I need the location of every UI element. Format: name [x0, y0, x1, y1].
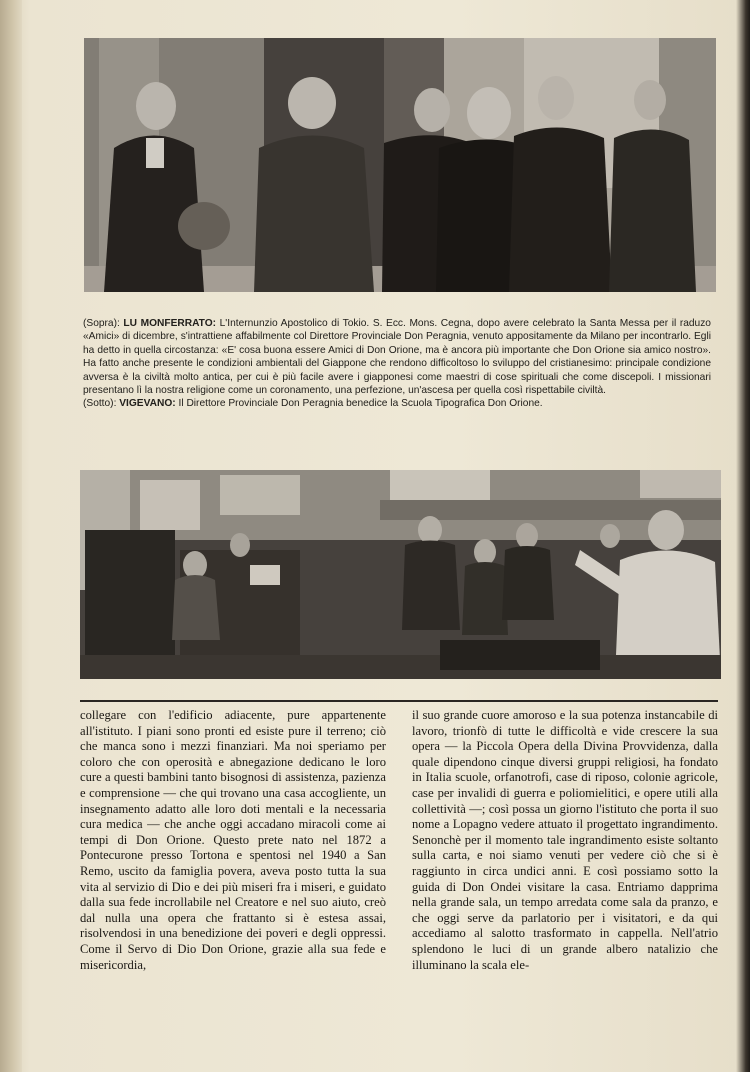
caption-top-text: L'Internunzio Apostolico di Tokio. S. Ecc. Mons. Cegna, dopo avere celebrato la Santa Messa per il raduzo «Amici» di dicembre, s'intrattiene affabilmente col Direttore Provinciale Don Peragnia, venuto appositamente da Milano per incontrarlo. Egli ha detto in quella circostanza: «E' cosa buona essere Amici di Don Orione, ma è ancora più importante che Don Orione sia amico nostro». Ha fatto anche presente le condizioni ambientali del Giappone che rendono difficoltoso lo sviluppo del cristianesimo: principale condizione avversa è la civiltà molto antica, per cui è più facile avere i giapponesi come maestri di cose spirituali che come discepoli. I missionari presentano lì la nostra religione come un coronamento, una perfezione, un'ascesa per quella così rispettabile civiltà.: [83, 318, 711, 397]
caption-bottom-text: Il Direttore Provinciale Don Peragnia benedice la Scuola Tipografica Don Orione.: [178, 398, 543, 410]
caption-top-label: (Sopra):: [83, 318, 120, 329]
photo-caption: [83, 317, 711, 411]
article-column-right: il suo grande cuore amoroso e la sua potenza instancabile di lavoro, trionfò di tutte le difficoltà e vide crescere la sua opera — la Piccola Opera della Divina Provvidenza, dalla quale dipendono cinque diversi gruppi religiosi, ha fondato in Italia scuole, orfanotrofi, case di riposo, colonie agricole, case per invalidi di guerra e poliomielitici, e opere utili alla collettività —; così possa un giorno l'istituto che porta il suo nome a Lopagno vedere attuato il progettato ingrandimento. Senonchè per il momento tale ingrandimento esiste soltanto sulla carta, e noi siamo venuti per vedere ciò che si è raggiunto in circa undici anni. E così possiamo sotto la guida di Don Ondei visitare la casa. Entriamo dapprima nella grande sala, un tempo arredata come sala da pranzo, e che oggi serve da parlatorio per i visitatori, e da qui accediamo al salotto trasformato in cappella. Nell'atrio splendono le luci di un grande albero natalizio che illuminano la scala ele-: [412, 708, 718, 972]
caption-bottom-label: (Sotto):: [83, 398, 117, 410]
article-column-left: collegare con l'edificio adiacente, pure appartenente all'istituto. I piani sono pronti ed esiste pure il terreno; ciò che manca sono i mezzi finanziari. Ma noi speriamo per coloro che con operosità e abnegazione dedicano le loro cure a questi bambini tanto bisognosi di assistenza, pazienza e comprensione — che qui trovano una casa accogliente, un insegnamento adatto alle loro doti mentali e la necessaria cura medica — che anche oggi accadano miracoli come ai tempi di Don Orione. Questo prete nato nel 1872 a Pontecurone presso Tortona e spentosi nel 1940 a San Remo, uscito da famiglia povera, aveva posto tutta la sua vita al servizio di Dio e dei più miseri fra i miseri, e guidato dalla sua fede incrollabile nel Creatore e nel suo aiuto, creò dal nulla una opera che frattanto si è estesa assai, risolvendosi in una benedizione dei poveri e degli oppressi. Come il Servo di Dio Don Orione, grazie alla sua fede e misericordia,: [80, 708, 386, 972]
caption-top-place: LU MONFERRATO:: [123, 318, 217, 329]
section-divider: [80, 700, 718, 702]
photo-lu-monferrato: [84, 38, 716, 292]
photo-vigevano: [80, 470, 721, 679]
page-edge-shadow: [736, 0, 750, 1072]
book-spine: [0, 0, 22, 1072]
caption-bottom-place: VIGEVANO:: [119, 398, 176, 410]
